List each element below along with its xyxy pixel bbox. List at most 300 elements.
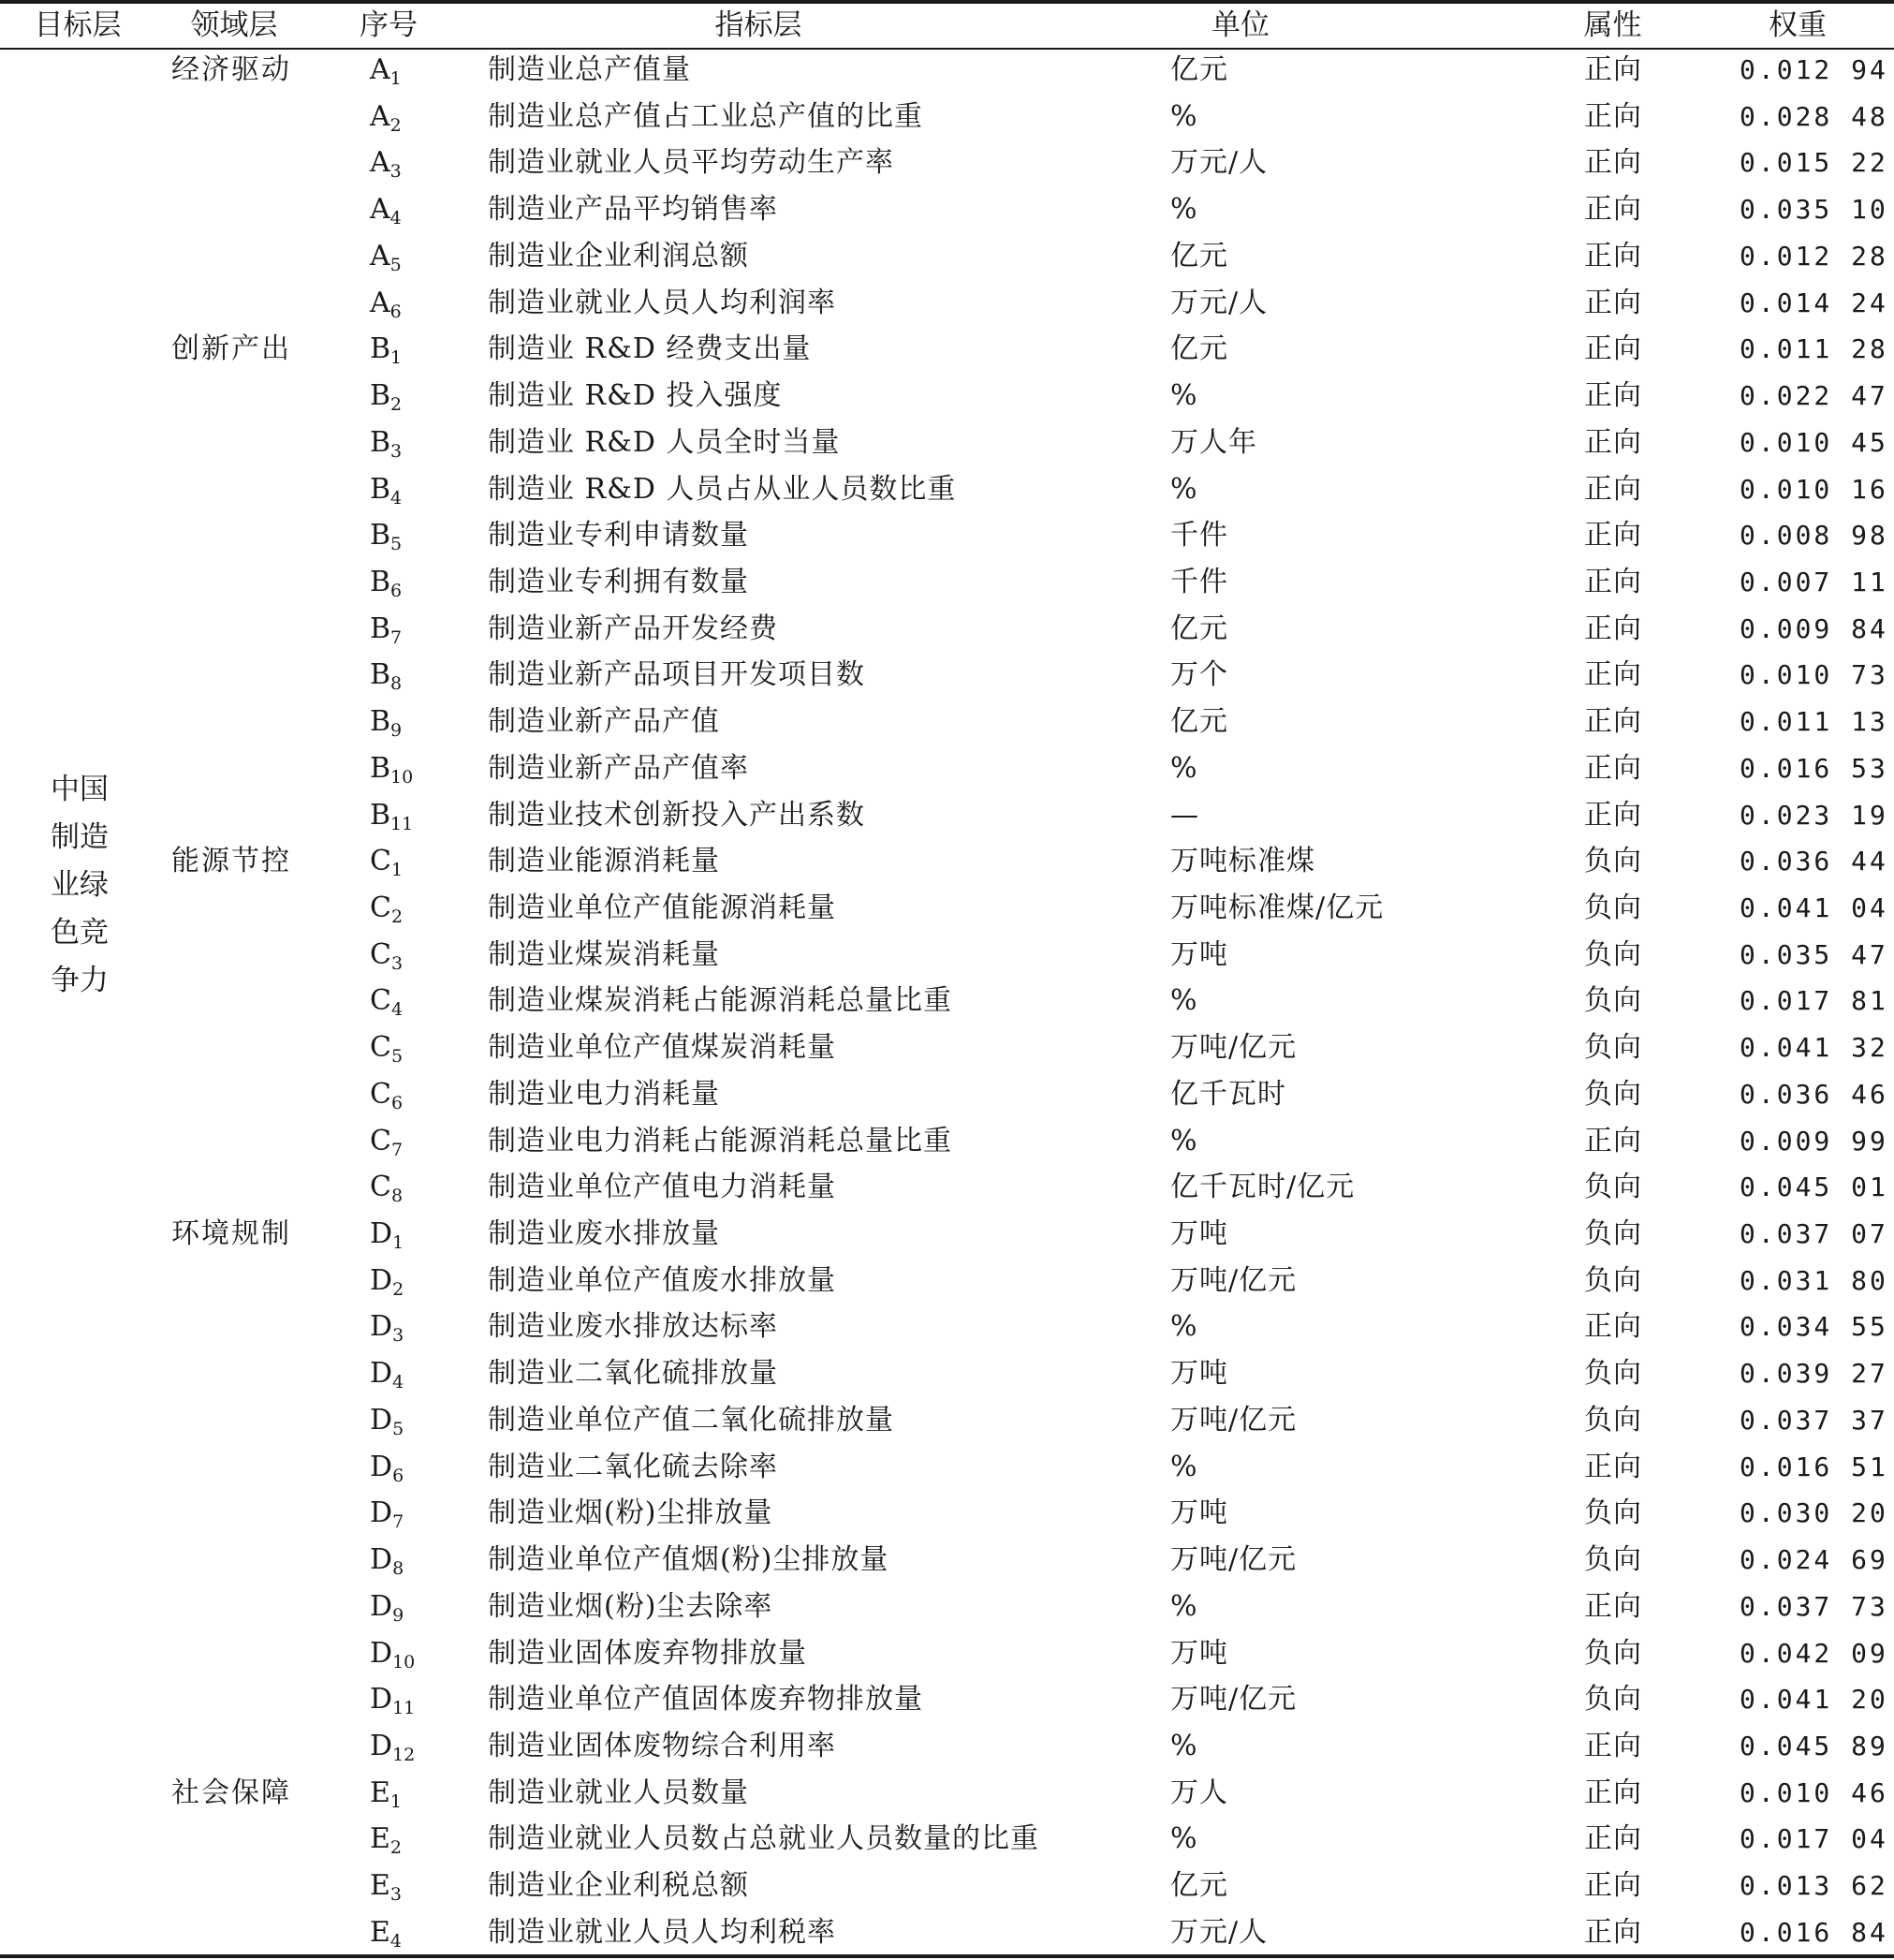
row-unit: % [1170,984,1198,1018]
row-indicator: 制造业烟(粉)尘排放量 [488,1496,773,1530]
row-unit: — [1170,798,1199,832]
row-unit: % [1170,1124,1198,1157]
row-unit: 万元/人 [1170,286,1269,319]
row-unit: % [1170,1729,1198,1762]
row-attribute: 正向 [1584,146,1642,180]
serial-subscript: 8 [390,673,403,695]
row-attribute: 正向 [1584,193,1642,227]
serial-subscript: 7 [392,1511,404,1533]
row-weight: 0.037 73 [1740,1590,1888,1622]
row-unit: 万吨/亿元 [1170,1031,1298,1065]
serial-letter: A [370,53,390,86]
row-indicator: 制造业电力消耗量 [488,1077,720,1111]
row-serial [370,1123,463,1169]
row-serial [370,703,463,749]
row-weight: 0.011 28 [1740,333,1888,365]
row-serial [370,1588,463,1634]
row-weight: 0.037 37 [1740,1404,1888,1436]
serial-subscript: 9 [392,1604,404,1626]
domain-label: 环境规制 [171,1217,291,1250]
serial-letter: D [370,1263,393,1297]
row-weight: 0.041 32 [1740,1032,1888,1064]
serial-letter: B [370,472,391,506]
row-attribute: 正向 [1584,1310,1642,1344]
row-serial [370,144,463,190]
row-unit: 亿元 [1170,1869,1228,1903]
row-indicator: 制造业就业人员平均劳动生产率 [488,146,894,180]
row-unit: 万吨 [1170,1357,1228,1391]
row-serial [370,656,463,702]
row-serial [370,982,463,1028]
row-serial [370,843,463,889]
serial-subscript: 6 [390,580,403,601]
serial-subscript: 4 [389,1930,402,1952]
row-attribute: 正向 [1584,379,1642,412]
row-unit: 万人年 [1170,425,1257,459]
row-weight: 0.016 53 [1740,752,1888,784]
row-weight: 0.012 28 [1740,240,1888,272]
row-attribute: 负向 [1584,1357,1642,1391]
row-serial [370,1541,463,1587]
row-indicator: 制造业单位产值能源消耗量 [488,892,836,924]
row-weight: 0.011 13 [1740,706,1888,738]
row-serial [370,98,463,144]
row-indicator: 制造业技术创新投入产出系数 [488,798,865,832]
row-attribute: 负向 [1584,1077,1642,1111]
serial-subscript: 2 [390,394,403,415]
serial-letter: B [370,332,391,366]
row-attribute: 正向 [1584,425,1642,459]
serial-letter: A [370,286,390,319]
target-line: 色竞 [51,916,109,950]
row-indicator: 制造业废水排放达标率 [488,1310,778,1344]
row-weight: 0.028 48 [1740,100,1888,132]
serial-subscript: 10 [390,766,414,788]
row-weight: 0.014 24 [1740,287,1888,318]
serial-letter: D [370,1450,393,1483]
row-attribute: 正向 [1584,99,1642,133]
serial-subscript: 5 [390,1046,404,1068]
row-attribute: 正向 [1584,332,1642,366]
row-unit: 万吨标准煤 [1170,845,1315,878]
serial-letter: B [370,519,391,553]
row-serial [370,1262,463,1308]
row-attribute: 正向 [1584,1822,1642,1856]
row-weight: 0.015 22 [1740,147,1888,179]
row-attribute: 负向 [1584,1031,1642,1065]
row-indicator: 制造业单位产值烟(粉)尘排放量 [488,1543,889,1576]
row-serial [370,471,463,517]
row-serial [370,238,463,284]
serial-subscript: 2 [389,114,402,136]
row-serial [370,1775,463,1820]
row-weight: 0.039 27 [1740,1358,1888,1390]
row-weight: 0.017 04 [1740,1823,1888,1855]
row-attribute: 正向 [1584,751,1642,785]
target-line: 争力 [51,964,109,997]
header-weight: 权重 [1769,8,1827,42]
row-weight: 0.036 44 [1740,846,1888,877]
row-weight: 0.024 69 [1740,1544,1888,1575]
serial-subscript: 1 [390,860,404,881]
row-indicator: 制造业单位产值二氧化硫排放量 [488,1403,894,1437]
row-attribute: 负向 [1584,1403,1642,1437]
row-indicator: 制造业新产品产值率 [488,751,749,785]
row-indicator: 制造业产品平均销售率 [488,193,778,227]
serial-subscript: 7 [390,1139,404,1160]
serial-letter: D [370,1310,393,1344]
row-indicator: 制造业烟(粉)尘去除率 [488,1589,773,1623]
row-unit: 亿元 [1170,239,1228,273]
target-line: 中国 [51,773,109,806]
row-serial [370,890,463,936]
row-weight: 0.045 89 [1740,1730,1888,1761]
row-attribute: 正向 [1584,286,1642,319]
row-indicator: 制造业单位产值煤炭消耗量 [488,1031,836,1065]
row-indicator: 制造业专利拥有数量 [488,565,749,598]
row-indicator: 制造业电力消耗占能源消耗总量比重 [488,1124,952,1157]
row-attribute: 负向 [1584,845,1642,878]
serial-subscript: 1 [390,347,403,369]
serial-letter: B [370,751,391,785]
row-unit: 千件 [1170,519,1228,553]
serial-letter: C [370,1031,391,1065]
serial-letter: C [370,1124,391,1157]
header-indicator-layer: 指标层 [714,8,802,42]
row-attribute: 正向 [1584,1450,1642,1483]
serial-subscript: 6 [390,1092,404,1113]
row-serial [370,331,463,376]
row-serial [370,285,463,331]
serial-letter: B [370,705,391,739]
serial-subscript: 6 [389,301,402,322]
row-indicator: 制造业就业人员人均利润率 [488,286,836,319]
serial-subscript: 11 [392,1698,416,1719]
header-target-layer: 目标层 [34,8,122,42]
row-serial [370,1308,463,1354]
row-indicator: 制造业企业利税总额 [488,1869,749,1903]
row-unit: 万吨/亿元 [1170,1683,1298,1717]
serial-subscript: 1 [389,68,402,89]
target-line: 制造 [51,820,109,854]
row-weight: 0.010 46 [1740,1776,1888,1808]
row-indicator: 制造业专利申请数量 [488,519,749,553]
row-unit: 万人 [1170,1776,1228,1809]
serial-letter: D [370,1589,393,1623]
row-serial [370,936,463,982]
row-attribute: 正向 [1584,1869,1642,1903]
serial-subscript: 8 [392,1558,404,1579]
row-indicator: 制造业 R&D 人员全时当量 [488,425,841,459]
row-attribute: 负向 [1584,892,1642,924]
serial-subscript: 3 [390,952,404,974]
serial-subscript: 2 [389,1837,402,1859]
row-weight: 0.035 47 [1740,938,1888,970]
row-unit: % [1170,751,1198,785]
serial-subscript: 12 [392,1744,416,1765]
serial-letter: D [370,1729,393,1762]
row-weight: 0.041 04 [1740,892,1888,923]
row-unit: 亿元 [1170,53,1228,86]
serial-subscript: 1 [389,1791,402,1812]
row-unit: 万吨 [1170,1217,1228,1250]
row-attribute: 正向 [1584,1915,1642,1949]
row-weight: 0.035 10 [1740,194,1888,226]
row-unit: 万吨/亿元 [1170,1543,1298,1576]
row-attribute: 正向 [1584,239,1642,273]
row-indicator: 制造业就业人员数占总就业人员数量的比重 [488,1822,1039,1856]
row-serial [370,1867,463,1913]
row-indicator: 制造业单位产值废水排放量 [488,1263,836,1297]
serial-subscript: 6 [392,1465,404,1486]
row-serial [370,1216,463,1261]
row-serial [370,750,463,796]
row-serial [370,1635,463,1681]
top-rule [0,0,1894,4]
row-attribute: 负向 [1584,1636,1642,1670]
row-unit: 万吨/亿元 [1170,1263,1298,1297]
row-indicator: 制造业新产品项目开发项目数 [488,658,865,692]
serial-letter: D [370,1403,393,1437]
row-weight: 0.042 09 [1740,1637,1888,1669]
row-weight: 0.016 84 [1740,1916,1888,1948]
header-attribute: 属性 [1583,8,1642,42]
header-unit: 单位 [1211,8,1270,42]
row-attribute: 正向 [1584,658,1642,692]
serial-subscript: 9 [390,720,403,742]
serial-letter: E [370,1776,390,1809]
row-indicator: 制造业总产值量 [488,53,691,86]
row-attribute: 负向 [1584,1263,1642,1297]
row-unit: % [1170,472,1198,506]
serial-letter: B [370,425,391,459]
row-unit: % [1170,1310,1198,1344]
row-serial [370,1029,463,1075]
serial-subscript: 4 [392,1372,404,1393]
row-weight: 0.013 62 [1740,1870,1888,1902]
serial-letter: C [370,1171,391,1204]
row-unit: % [1170,379,1198,412]
row-attribute: 负向 [1584,1683,1642,1717]
row-weight: 0.023 19 [1740,799,1888,831]
row-serial [370,1914,463,1960]
serial-letter: D [370,1543,393,1576]
row-weight: 0.009 84 [1740,612,1888,644]
serial-letter: E [370,1822,390,1856]
row-unit: 亿元 [1170,612,1228,645]
serial-letter: E [370,1869,390,1903]
row-weight: 0.030 20 [1740,1497,1888,1529]
row-serial [370,797,463,843]
serial-subscript: 1 [392,1232,404,1253]
row-attribute: 正向 [1584,1124,1642,1157]
row-weight: 0.037 07 [1740,1218,1888,1249]
serial-subscript: 5 [389,254,402,275]
row-unit: 万元/人 [1170,146,1269,180]
row-indicator: 制造业煤炭消耗占能源消耗总量比重 [488,984,952,1018]
row-unit: 亿元 [1170,705,1228,739]
serial-letter: A [370,239,390,273]
header-serial-number: 序号 [360,8,418,42]
domain-label: 创新产出 [171,332,291,366]
row-indicator: 制造业单位产值固体废弃物排放量 [488,1683,923,1717]
row-unit: 亿千瓦时 [1170,1077,1286,1111]
serial-subscript: 4 [390,487,403,508]
row-serial [370,1355,463,1401]
serial-subscript: 7 [390,626,403,648]
serial-letter: D [370,1357,393,1391]
serial-letter: B [370,379,391,412]
row-weight: 0.031 80 [1740,1264,1888,1296]
serial-subscript: 2 [392,1278,404,1300]
row-serial [370,1402,463,1448]
serial-letter: D [370,1496,393,1530]
row-weight: 0.010 73 [1740,659,1888,691]
serial-letter: D [370,1217,393,1250]
row-serial [370,191,463,237]
serial-letter: A [370,146,390,180]
row-serial [370,611,463,656]
row-attribute: 负向 [1584,984,1642,1018]
row-indicator: 制造业二氧化硫排放量 [488,1357,778,1391]
row-serial [370,377,463,423]
row-indicator: 制造业新产品产值 [488,705,720,739]
row-attribute: 正向 [1584,1589,1642,1623]
row-indicator: 制造业单位产值电力消耗量 [488,1171,836,1204]
row-attribute: 正向 [1584,1729,1642,1762]
serial-letter: C [370,845,391,878]
row-serial [370,564,463,610]
bottom-rule [0,1954,1894,1958]
row-unit: % [1170,1589,1198,1623]
row-unit: 万吨 [1170,937,1228,971]
row-serial [370,1169,463,1215]
row-unit: 亿元 [1170,332,1228,366]
serial-subscript: 5 [392,1418,404,1439]
row-unit: 万吨标准煤/亿元 [1170,892,1385,924]
row-attribute: 正向 [1584,472,1642,506]
header-domain-layer: 领域层 [190,8,278,42]
row-unit: % [1170,1822,1198,1856]
row-attribute: 正向 [1584,1776,1642,1809]
row-attribute: 正向 [1584,705,1642,739]
row-weight: 0.007 11 [1740,566,1888,597]
row-attribute: 负向 [1584,1217,1642,1250]
row-weight: 0.016 51 [1740,1451,1888,1482]
row-serial [370,52,463,97]
row-unit: 亿千瓦时/亿元 [1170,1171,1356,1204]
row-indicator: 制造业煤炭消耗量 [488,937,720,971]
row-indicator: 制造业二氧化硫去除率 [488,1450,778,1483]
row-serial [370,424,463,470]
row-serial [370,1495,463,1540]
row-weight: 0.034 55 [1740,1311,1888,1343]
domain-label: 能源节控 [171,845,291,878]
row-indicator: 制造业企业利润总额 [488,239,749,273]
row-unit: % [1170,99,1198,133]
row-indicator: 制造业 R&D 投入强度 [488,379,783,412]
serial-subscript: 5 [390,534,403,555]
row-weight: 0.017 81 [1740,985,1888,1017]
target-line: 业绿 [51,868,109,902]
serial-letter: B [370,658,391,692]
row-weight: 0.036 46 [1740,1078,1888,1110]
serial-letter: B [370,798,391,832]
row-attribute: 正向 [1584,798,1642,832]
row-serial [370,1681,463,1727]
row-unit: 万个 [1170,658,1228,692]
row-weight: 0.012 94 [1740,54,1888,85]
row-weight: 0.010 45 [1740,426,1888,458]
serial-letter: C [370,892,391,924]
serial-subscript: 2 [390,906,404,927]
row-weight: 0.010 16 [1740,473,1888,505]
row-unit: 万吨 [1170,1636,1228,1670]
row-attribute: 正向 [1584,612,1642,645]
serial-letter: B [370,612,391,645]
header-rule [0,48,1894,50]
row-attribute: 正向 [1584,565,1642,598]
row-indicator: 制造业就业人员数量 [488,1776,749,1809]
serial-letter: C [370,1077,391,1111]
serial-subscript: 3 [392,1325,404,1347]
row-weight: 0.009 99 [1740,1125,1888,1157]
row-attribute: 正向 [1584,519,1642,553]
row-serial [370,1076,463,1122]
serial-subscript: 8 [390,1186,404,1207]
row-indicator: 制造业能源消耗量 [488,845,720,878]
serial-letter: E [370,1915,390,1949]
row-indicator: 制造业总产值占工业总产值的比重 [488,99,923,133]
row-indicator: 制造业 R&D 经费支出量 [488,332,812,366]
row-indicator: 制造业新产品开发经费 [488,612,778,645]
serial-subscript: 10 [392,1651,416,1673]
serial-subscript: 3 [389,1884,402,1906]
serial-subscript: 3 [389,161,402,183]
row-unit: % [1170,1450,1198,1483]
serial-letter: C [370,984,391,1018]
row-weight: 0.045 01 [1740,1172,1888,1203]
serial-letter: D [370,1683,393,1717]
serial-subscript: 4 [390,999,404,1021]
row-unit: 千件 [1170,565,1228,598]
domain-label: 社会保障 [171,1776,291,1809]
row-attribute: 负向 [1584,937,1642,971]
row-serial [370,1820,463,1866]
domain-label: 经济驱动 [171,53,291,86]
serial-letter: D [370,1636,393,1670]
serial-letter: A [370,99,390,133]
row-attribute: 负向 [1584,1543,1642,1576]
serial-letter: A [370,193,390,227]
row-attribute: 负向 [1584,1171,1642,1204]
serial-subscript: 11 [390,813,414,834]
serial-letter: C [370,937,391,971]
row-indicator: 制造业固体废物综合利用率 [488,1729,836,1762]
row-unit: 万元/人 [1170,1915,1269,1949]
target-layer-label [39,766,120,1005]
row-serial [370,1449,463,1495]
serial-subscript: 4 [389,208,402,229]
row-unit: % [1170,193,1198,227]
row-indicator: 制造业 R&D 人员占从业人员数比重 [488,472,957,506]
serial-letter: B [370,565,391,598]
row-indicator: 制造业固体废弃物排放量 [488,1636,807,1670]
row-indicator: 制造业就业人员人均利税率 [488,1915,836,1949]
row-attribute: 负向 [1584,1496,1642,1530]
row-indicator: 制造业废水排放量 [488,1217,720,1250]
row-unit: 万吨/亿元 [1170,1403,1298,1437]
